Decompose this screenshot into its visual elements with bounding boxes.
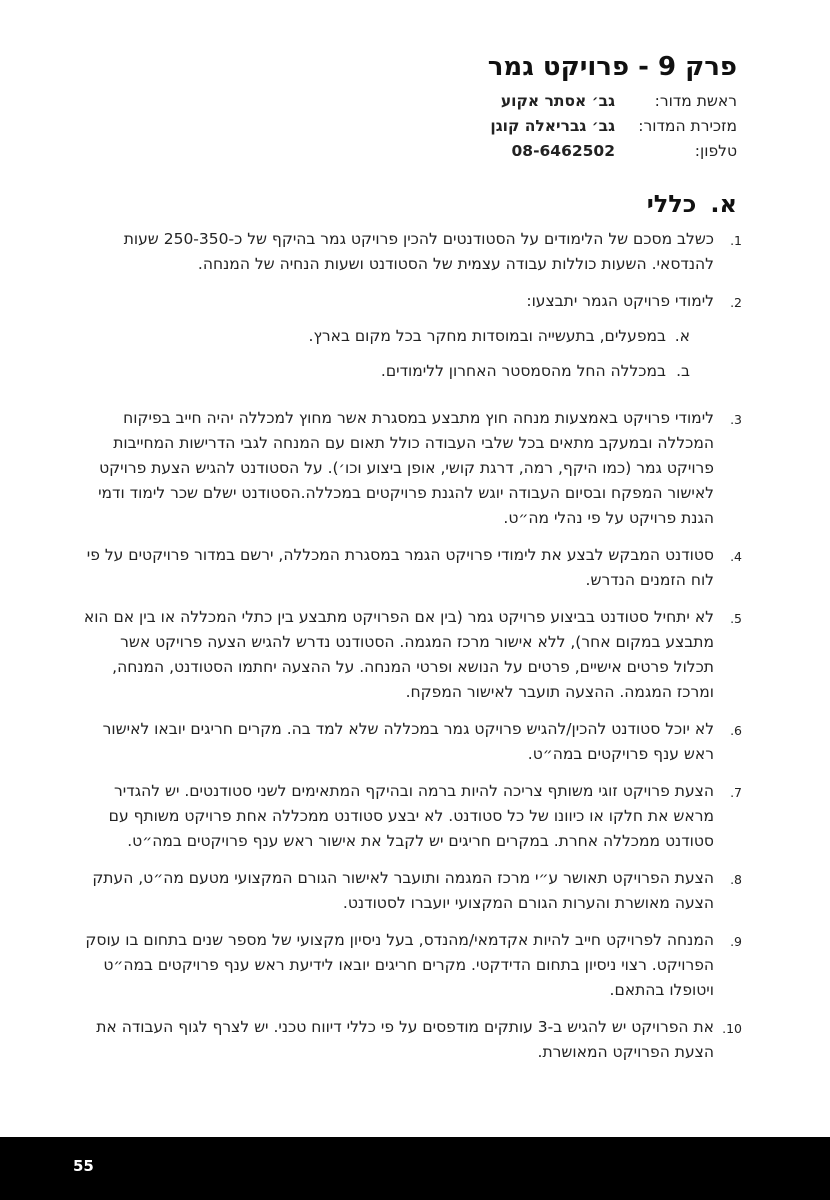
item-text: הצעת פרויקט זוגי משותף צריכה להיות ברמה ובהיקף המתאימים לשני סטודנטים. יש להגדיר מראש את חלקו או כיוונו של כל סטודנט. לא יבצע סטודנט ממכללה אחת פרויקט משותף עם סטודנט ממכללה אחרת. במקרים חריגים יש לקבל את אישור ראש ענף פרויקטים במה״ט. xyxy=(108,782,714,850)
staff-row-head xyxy=(217,88,737,113)
phone-number: 08-6462502 xyxy=(511,141,615,160)
item-text: לא יתחיל סטודנט בביצוע פרויקט גמר (בין אם הפרויקט מתבצע בין כתלי המכללה או בין אם הוא מתבצע במקום אחר), ללא אישור מרכז המגמה. הסטודנט נדרש להגיש הצעה פרויקט אשר תכלול פרטים אישיים, פרטים על הנושא ופרטי המנחה. על ההצעה יחתמו הסטודנט, המנחה, ומרכז המגמה. ההצעה תועבר לאישור המפקח. xyxy=(83,608,714,701)
list-item xyxy=(82,779,742,854)
staff-role: ראשת מדור: xyxy=(654,91,737,110)
item-number: 1. xyxy=(730,233,742,248)
list-item xyxy=(82,717,742,767)
page-number: 55 xyxy=(73,1157,94,1175)
staff-value: גב׳ גבריאלה קוגן xyxy=(490,116,615,135)
sub-item-letter: א. xyxy=(674,327,690,345)
item-text: לא יוכל סטודנט להכין/להגיש פרויקט גמר במכללה שלא למד בה. מקרים חריגים יובאו לאישור ראש ענף פרויקטים במה״ט. xyxy=(102,720,714,763)
sub-item xyxy=(82,324,714,349)
staff-info xyxy=(217,88,737,163)
item-number: 10. xyxy=(722,1021,742,1036)
chapter-title: פרק 9 - פרויקט גמר xyxy=(487,52,737,82)
item-text: סטודנט המבקש לבצע את לימודי פרויקט הגמר במסגרת המכללה, ירשם במדור פרויקטים על פי לוח הזמנים הנדרש. xyxy=(86,546,714,589)
item-text: הצעת הפרויקט תאושר ע״י מרכז המגמה ותועבר לאישור הגורם המקצועי מטעם מה״ט, העתק הצעה מאושרת והערות הגורם המקצועי יועברו לסטודנט. xyxy=(92,869,714,912)
list-item xyxy=(82,543,742,593)
list-item xyxy=(82,605,742,705)
sub-item-text: במפעלים, בתעשייה ובמוסדות מחקר בכל מקום בארץ. xyxy=(308,327,666,345)
list-item xyxy=(82,289,742,394)
item-text: המנחה לפרויקט חייב להיות אקדמאי/מהנדס, בעל ניסיון מקצועי של מספר שנים בתחום בו עוסק הפרויקט. רצוי ניסיון בתחום הדידקטי. מקרים חריגים יובאו לידיעת ראש ענף פרויקטים במה״ט ויטופלו בהתאם. xyxy=(85,931,714,999)
item-number: 7. xyxy=(730,785,742,800)
list-item xyxy=(82,406,742,531)
section-heading xyxy=(647,190,737,218)
item-number: 8. xyxy=(730,872,742,887)
item-number: 2. xyxy=(730,295,742,310)
list-item xyxy=(82,928,742,1003)
item-number: 3. xyxy=(730,412,742,427)
item-text: את הפרויקט יש להגיש ב-3 עותקים מודפסים על פי כללי דיווח טכני. יש לצרף לגוף העבודה את הצעת הפרויקט המאושרת. xyxy=(96,1018,714,1061)
staff-value: גב׳ אסתר אקוע xyxy=(500,91,615,110)
item-number: 5. xyxy=(730,611,742,626)
section-title: כללי xyxy=(646,190,697,218)
staff-role: מזכירת המדור: xyxy=(638,116,737,135)
rules-list xyxy=(82,227,742,1077)
list-item xyxy=(82,1015,742,1065)
sub-list xyxy=(82,324,714,384)
staff-role: טלפון: xyxy=(694,141,737,160)
list-item xyxy=(82,227,742,277)
item-number: 4. xyxy=(730,549,742,564)
page-footer xyxy=(0,1137,830,1200)
list-item xyxy=(82,866,742,916)
sub-item-letter: ב. xyxy=(676,362,690,380)
sub-item xyxy=(82,359,714,384)
staff-row-phone xyxy=(217,138,737,163)
item-number: 9. xyxy=(730,934,742,949)
staff-row-secretary xyxy=(217,113,737,138)
item-text: לימודי פרויקט באמצעות מנחה חוץ מתבצע במסגרת אשר מחוץ למכללה יהיה חייב בפיקוח המכללה ובמעקב מתאים בכל שלבי העבודה כולל תאום עם המנחה לגבי הדרישות המחייבות פרויקט גמר (כמו היקף, רמה, דרגת קושי, אופן ביצוע וכו׳). על הסטודנט להגיש הצעת פרויקט לאישור המפקח ובסיום העבודה יוגש להגנת פרויקטים במכללה.הסטודנט ישלם שכר לימוד ודמי הגנת פרויקט על פי נהלי מה״ט. xyxy=(98,409,714,527)
item-body xyxy=(82,289,714,394)
sub-item-text: במכללה החל מהסמסטר האחרון ללימודים. xyxy=(380,362,666,380)
item-number: 6. xyxy=(730,723,742,738)
item-text: כשלב מסכם של הלימודים על הסטודנטים להכין פרויקט גמר בהיקף של כ-250-350 שעות להנדסאי. השעות כוללות עבודה עצמית של הסטודנט ושעות הנחיה של המנחה. xyxy=(123,230,714,273)
item-text: לימודי פרויקט הגמר יתבצעו: xyxy=(526,292,714,310)
section-number: א. xyxy=(710,190,737,218)
